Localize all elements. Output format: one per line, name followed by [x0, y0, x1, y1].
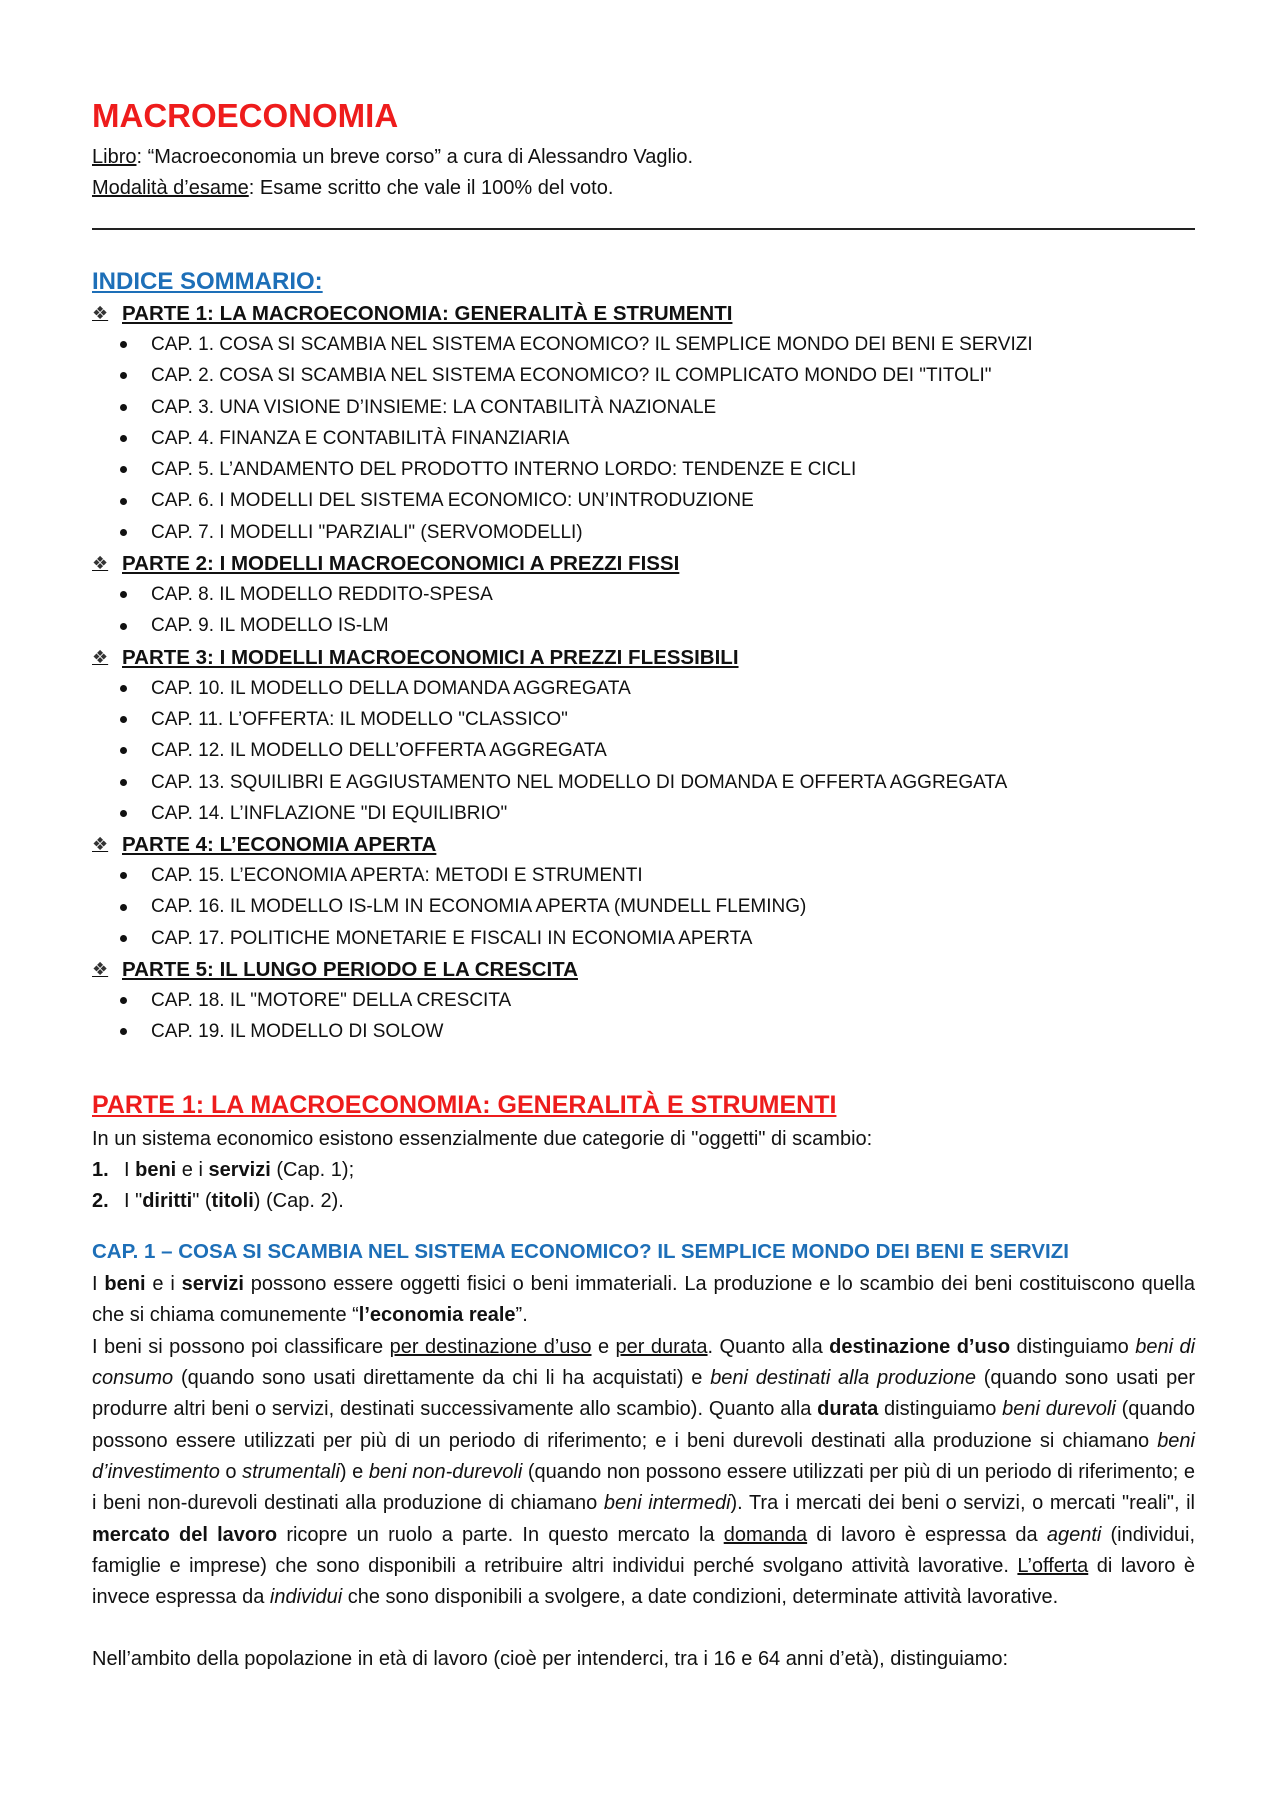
bullet-icon [120, 498, 127, 505]
diamond-bullet-icon: ❖ [92, 553, 109, 574]
toc-chapter-label: CAP. 10. IL MODELLO DELLA DOMANDA AGGREGATA [151, 677, 631, 699]
toc-chapter-label: CAP. 15. L’ECONOMIA APERTA: METODI E STRUMENTI [151, 865, 643, 887]
toc-chapter-label: CAP. 7. I MODELLI "PARZIALI" (SERVOMODELLI) [151, 521, 583, 543]
toc-chapter-label: CAP. 18. IL "MOTORE" DELLA CRESCITA [151, 990, 512, 1012]
bullet-icon [120, 591, 127, 598]
toc-part-2 [92, 548, 1195, 579]
toc-chapter-item [120, 860, 1195, 891]
bullet-icon [120, 747, 127, 754]
toc-chapter-list [92, 673, 1195, 829]
book-line [92, 142, 1195, 173]
list-item [92, 1155, 1195, 1186]
bullet-icon [120, 997, 127, 1004]
bullet-icon [120, 810, 127, 817]
bullet-icon [120, 529, 127, 536]
bullet-icon [120, 1028, 127, 1035]
toc-chapter-item [120, 579, 1195, 610]
cap1-paragraph-2: I beni si possono poi classificare per destinazione d’uso e per durata. Quanto alla destinazione d’uso distinguiamo beni di consumo (quando sono usati direttamente da chi li ha acquistati) e beni destinati alla produzione (quando sono usati per produrre altri beni o servizi, destinati successivamente allo scambio). Quanto alla durata distinguiamo beni durevoli (quando possono essere utilizzati per più di un periodo di riferimento; e i beni durevoli destinati alla produzione si chiamano beni d’investimento o strumentali) e beni non-durevoli (quando non possono essere utilizzati per più di un periodo di riferimento; e i beni non-durevoli destinati alla produzione di chiamano beni intermedi). Tra i mercati dei beni o servizi, o mercati "reali", il mercato del lavoro ricopre un ruolo a parte. In questo mercato la domanda di lavoro è espressa da agenti (individui, famiglie e imprese) che sono disponibili a retribuire altri individui perché svolgano attività lavorative. L’offerta di lavoro è invece espressa da individui che sono disponibili a svolgere, a date condizioni, determinate attività lavorative. [92, 1335, 1196, 1609]
diamond-bullet-icon: ❖ [92, 646, 109, 667]
exam-label: Modalità d’esame [92, 177, 249, 199]
cap1-paragraph-3: Nell’ambito della popolazione in età di lavoro (cioè per intenderci, tra i 16 e 64 anni d’età), distinguiamo: [92, 1648, 1009, 1671]
toc-chapter-label: CAP. 13. SQUILIBRI E AGGIUSTAMENTO NEL MODELLO DI DOMANDA E OFFERTA AGGREGATA [151, 771, 1008, 793]
toc-chapter-list [92, 579, 1195, 642]
bullet-icon [120, 872, 127, 879]
bullet-icon [120, 466, 127, 473]
toc-chapter-item [120, 923, 1195, 954]
horizontal-divider [92, 228, 1195, 230]
bullet-icon [120, 685, 127, 692]
bullet-icon [120, 904, 127, 911]
toc-part-label: PARTE 1: LA MACROECONOMIA: GENERALITÀ E STRUMENTI [122, 302, 733, 325]
toc-part-1 [92, 298, 1195, 329]
toc-chapter-item [120, 798, 1195, 829]
bullet-icon [120, 935, 127, 942]
toc-chapter-label: CAP. 3. UNA VISIONE D’INSIEME: LA CONTABILITÀ NAZIONALE [151, 396, 717, 418]
exam-line [92, 173, 1195, 204]
toc-part-label: PARTE 5: IL LUNGO PERIODO E LA CRESCITA [122, 958, 578, 982]
toc-part-5 [92, 954, 1195, 985]
bullet-icon [120, 372, 127, 379]
list-number: 1. [92, 1159, 109, 1182]
toc-part-label: PARTE 2: I MODELLI MACROECONOMICI A PREZZI FISSI [122, 552, 680, 576]
toc-chapter-item [120, 485, 1195, 516]
toc-chapter-list [92, 329, 1195, 548]
toc-part-label: PARTE 4: L’ECONOMIA APERTA [122, 833, 437, 857]
toc-chapter-label: CAP. 4. FINANZA E CONTABILITÀ FINANZIARIA [151, 427, 570, 449]
document-title: MACROECONOMIA [92, 97, 399, 134]
toc-chapter-item [120, 673, 1195, 704]
bullet-icon [120, 435, 127, 442]
toc-chapter-item [120, 610, 1195, 641]
cap1-paragraph-1: I beni e i servizi possono essere oggetti fisici o beni immateriali. La produzione e lo scambio dei beni costituiscono quella che si chiama comunemente “l’economia reale”. [92, 1273, 1195, 1327]
diamond-bullet-icon: ❖ [92, 303, 109, 323]
toc-chapter-label: CAP. 16. IL MODELLO IS-LM IN ECONOMIA APERTA (MUNDELL FLEMING) [151, 896, 807, 918]
toc-chapter-label: CAP. 19. IL MODELLO DI SOLOW [151, 1021, 444, 1043]
diamond-bullet-icon: ❖ [92, 834, 109, 855]
bullet-icon [120, 404, 127, 411]
exam-value: : Esame scritto che vale il 100% del voto. [248, 177, 614, 199]
toc-chapter-list [92, 985, 1195, 1048]
toc-chapter-item [120, 1016, 1195, 1047]
book-value: : “Macroeconomia un breve corso” a cura di Alessandro Vaglio. [136, 146, 694, 168]
toc-chapter-item [120, 454, 1195, 485]
diamond-bullet-icon: ❖ [92, 959, 109, 980]
table-of-contents [92, 298, 1195, 1048]
toc-chapter-label: CAP. 11. L’OFFERTA: IL MODELLO "CLASSICO" [151, 708, 568, 730]
toc-chapter-item [120, 423, 1195, 454]
toc-chapter-label: CAP. 9. IL MODELLO IS-LM [151, 615, 389, 637]
toc-chapter-label: CAP. 8. IL MODELLO REDDITO-SPESA [151, 584, 493, 606]
toc-chapter-item [120, 891, 1195, 922]
document-page [92, 96, 1195, 1676]
toc-chapter-label: CAP. 5. L’ANDAMENTO DEL PRODOTTO INTERNO LORDO: TENDENZE E CICLI [151, 459, 857, 481]
toc-chapter-label: CAP. 17. POLITICHE MONETARIE E FISCALI IN ECONOMIA APERTA [151, 927, 753, 949]
toc-chapter-item [120, 360, 1195, 391]
bullet-icon [120, 779, 127, 786]
part1-intro: In un sistema economico esistono essenzialmente due categorie di "oggetti" di scambio: [92, 1127, 873, 1150]
toc-chapter-item [120, 517, 1195, 548]
part1-heading: PARTE 1: LA MACROECONOMIA: GENERALITÀ E STRUMENTI [92, 1090, 837, 1119]
toc-chapter-list [92, 860, 1195, 954]
list-item [92, 1186, 1195, 1217]
toc-part-4 [92, 829, 1195, 860]
toc-chapter-item [120, 704, 1195, 735]
toc-chapter-item [120, 735, 1195, 766]
toc-chapter-label: CAP. 14. L’INFLAZIONE "DI EQUILIBRIO" [151, 802, 508, 824]
bullet-icon [120, 341, 127, 348]
toc-part-label: PARTE 3: I MODELLI MACROECONOMICI A PREZZI FLESSIBILI [122, 645, 739, 669]
part1-numbered-list [92, 1155, 1195, 1217]
toc-chapter-item [120, 985, 1195, 1016]
toc-chapter-label: CAP. 6. I MODELLI DEL SISTEMA ECONOMICO: UN’INTRODUZIONE [151, 490, 754, 512]
list-item-text: I beni e i servizi (Cap. 1); [124, 1159, 355, 1182]
toc-chapter-label: CAP. 2. COSA SI SCAMBIA NEL SISTEMA ECONOMICO? IL COMPLICATO MONDO DEI "TITOLI" [151, 365, 992, 387]
toc-title: INDICE SOMMARIO: [92, 268, 323, 295]
toc-chapter-item [120, 767, 1195, 798]
list-number: 2. [92, 1190, 109, 1213]
bullet-icon [120, 716, 127, 723]
cap1-heading: CAP. 1 – COSA SI SCAMBIA NEL SISTEMA ECONOMICO? IL SEMPLICE MONDO DEI BENI E SERVIZI [92, 1240, 1069, 1264]
toc-chapter-label: CAP. 12. IL MODELLO DELL’OFFERTA AGGREGATA [151, 740, 607, 762]
toc-part-3 [92, 642, 1195, 673]
toc-chapter-item [120, 392, 1195, 423]
toc-chapter-item [120, 329, 1195, 360]
book-label: Libro [92, 146, 137, 168]
bullet-icon [120, 623, 127, 630]
list-item-text: I "diritti" (titoli) (Cap. 2). [124, 1190, 344, 1213]
toc-chapter-label: CAP. 1. COSA SI SCAMBIA NEL SISTEMA ECONOMICO? IL SEMPLICE MONDO DEI BENI E SERVIZI [151, 334, 1033, 355]
